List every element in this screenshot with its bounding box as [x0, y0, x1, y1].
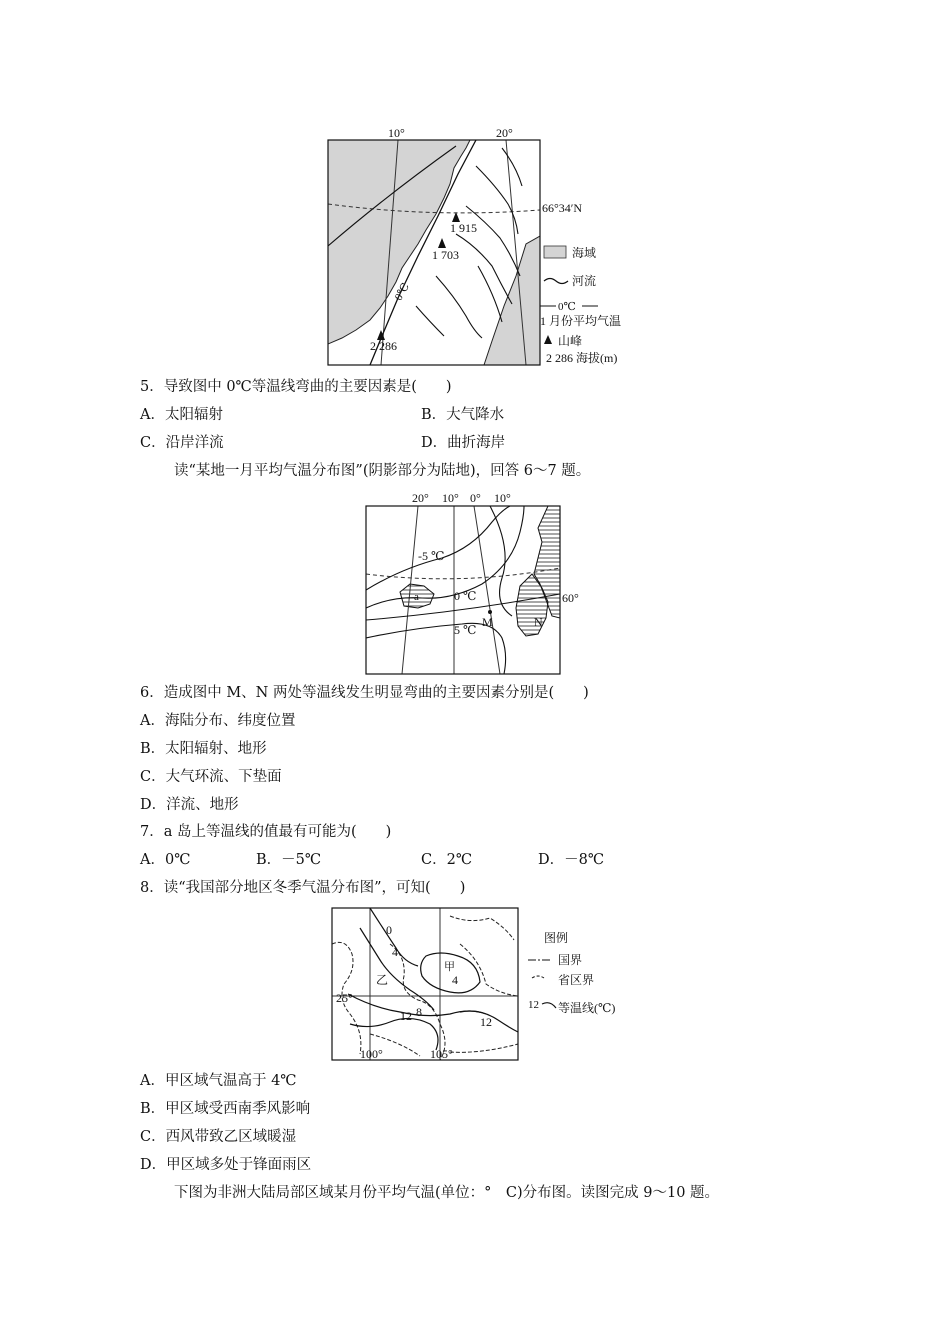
legend-border-label: 国界 [558, 953, 583, 967]
arctic-circle-label: 66°34′N [542, 201, 583, 215]
q5-option-b[interactable]: B．大气降水 [421, 407, 505, 423]
q6-option-d[interactable]: D．洋流、地形 [140, 797, 239, 813]
point-m-label: M [482, 615, 493, 629]
legend-river-swatch [544, 279, 568, 284]
q5-option-c[interactable]: C．沿岸洋流 [140, 435, 224, 451]
legend-province-label: 省区界 [558, 973, 595, 987]
lon-10e-label: 10° [494, 491, 511, 505]
intro-9-10: 下图为非洲大陆局部区域某月份平均气温(单位：° C)分布图。读图完成 9～10 题。 [174, 1185, 720, 1201]
question-8-stem: 8．读“我国部分地区冬季气温分布图”，可知( ) [140, 880, 466, 896]
lon-20w-label: 20° [412, 491, 429, 505]
q6-option-c[interactable]: C．大气环流、下垫面 [140, 769, 282, 785]
legend-isotherm-sample: 0℃ [558, 301, 576, 313]
iso-8-label: 8 [416, 1005, 422, 1019]
q7-option-d[interactable]: D．－8℃ [538, 852, 605, 868]
region-yi-label: 乙 [376, 973, 389, 987]
isotherm-5 [366, 623, 506, 674]
q8-option-a[interactable]: A．甲区域气温高于 4℃ [140, 1073, 297, 1089]
sea-area-west [328, 140, 470, 344]
lon-20-label: 20° [496, 126, 513, 140]
q8-option-c[interactable]: C．西风带致乙区域暖湿 [140, 1129, 297, 1145]
legend-isotherm-label: 1 月份平均气温 [540, 314, 622, 328]
lon-10-label: 10° [388, 126, 405, 140]
lon-10w-label: 10° [442, 491, 459, 505]
lon-0-label: 0° [470, 491, 481, 505]
isotherm-12-west [350, 1018, 438, 1050]
iso-12-west-label: 12 [400, 1009, 412, 1023]
legend-sea-label: 海域 [572, 246, 597, 260]
peak-1703-marker [438, 238, 446, 248]
iso-0-label: 0 ℃ [454, 589, 477, 603]
legend-sea-swatch [544, 246, 566, 258]
q6-option-a[interactable]: A．海陆分布、纬度位置 [140, 713, 296, 729]
q8-option-b[interactable]: B．甲区域受西南季风影响 [140, 1101, 311, 1117]
peak-1915-label: 1 915 [450, 221, 477, 235]
legend-province-swatch [532, 976, 544, 978]
point-m [488, 610, 492, 614]
figure-1-map [326, 126, 636, 368]
question-6-stem: 6．造成图中 M、N 两处等温线发生明显弯曲的主要因素分别是( ) [140, 685, 589, 701]
lat-25-label: 25° [336, 991, 353, 1005]
lon-100-label: 100° [360, 1047, 383, 1061]
q8-option-d[interactable]: D．甲区域多处于锋面雨区 [140, 1157, 312, 1173]
legend-isotherm-label: 等温线(℃) [558, 1001, 616, 1015]
legend-elevation-label: 2 286 海拔(m) [546, 351, 618, 365]
legend-peak-icon [544, 335, 552, 344]
figure-3-map [330, 904, 630, 1064]
question-5-stem: 5．导致图中 0℃等温线弯曲的主要因素是( ) [140, 379, 452, 395]
iso-4-west-label: 4 [392, 945, 398, 959]
iso-0-label: 0 [386, 923, 392, 937]
peak-2286-label: 2 286 [370, 339, 397, 353]
lat-60-label: 60° [562, 591, 579, 605]
q6-option-b[interactable]: B．太阳辐射、地形 [140, 741, 267, 757]
q7-option-a[interactable]: A．0℃ [140, 852, 191, 868]
iso-12-east-label: 12 [480, 1015, 492, 1029]
iso-minus5-label: -5 ℃ [418, 549, 445, 563]
iso-5-label: 5 ℃ [454, 623, 477, 637]
q5-option-a[interactable]: A．太阳辐射 [140, 407, 223, 423]
q7-option-c[interactable]: C．2℃ [421, 852, 473, 868]
lon-105-label: 105° [430, 1047, 453, 1061]
legend-title: 图例 [544, 931, 569, 945]
iso-4-jia-label: 4 [452, 973, 458, 987]
region-jia-label: 甲 [444, 961, 455, 973]
legend-isotherm-sample: 12 [528, 999, 539, 1011]
isotherm-4-west [360, 928, 434, 1010]
legend-river-label: 河流 [572, 274, 597, 288]
sea-area-east [484, 236, 540, 365]
question-7-stem: 7．a 岛上等温线的值最有可能为( ) [140, 824, 392, 840]
isotherm-label: 0℃ [392, 281, 412, 303]
figure-2-map [362, 488, 592, 678]
legend-peak-label: 山峰 [558, 334, 583, 348]
intro-6-7: 读“某地一月平均气温分布图”(阴影部分为陆地)，回答 6～7 题。 [174, 463, 591, 479]
island-a-label: a [414, 591, 419, 603]
peak-1703-label: 1 703 [432, 248, 459, 262]
q5-option-d[interactable]: D．曲折海岸 [421, 435, 506, 451]
q7-option-b[interactable]: B．－5℃ [256, 852, 322, 868]
point-n-label: N [534, 615, 543, 629]
